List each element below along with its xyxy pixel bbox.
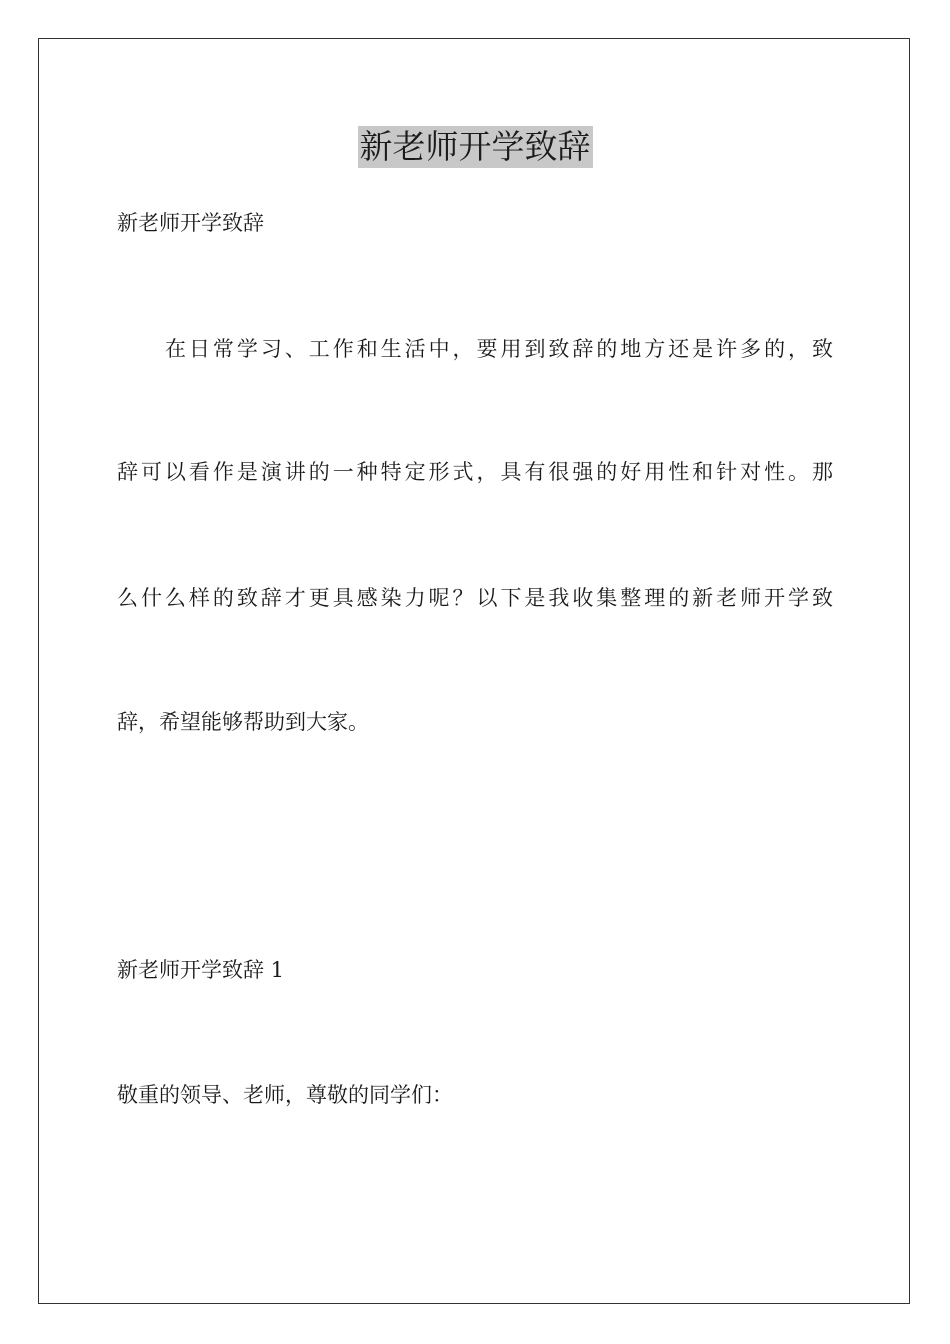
document-subtitle: 新老师开学致辞	[117, 211, 264, 235]
intro-line-1: 在日常学习、工作和生活中，要用到致辞的地方还是许多的，致	[165, 337, 833, 361]
section-heading: 新老师开学致辞 1	[117, 958, 285, 982]
intro-line-3: 么什么样的致辞才更具感染力呢？以下是我收集整理的新老师开学致	[117, 586, 833, 610]
document-title: 新老师开学致辞	[359, 127, 591, 166]
intro-line-4: 辞，希望能够帮助到大家。	[117, 710, 369, 734]
intro-line-2: 辞可以看作是演讲的一种特定形式，具有很强的好用性和针对性。那	[117, 460, 833, 484]
title-container	[0, 126, 950, 168]
salutation: 敬重的领导、老师，尊敬的同学们：	[117, 1083, 453, 1107]
